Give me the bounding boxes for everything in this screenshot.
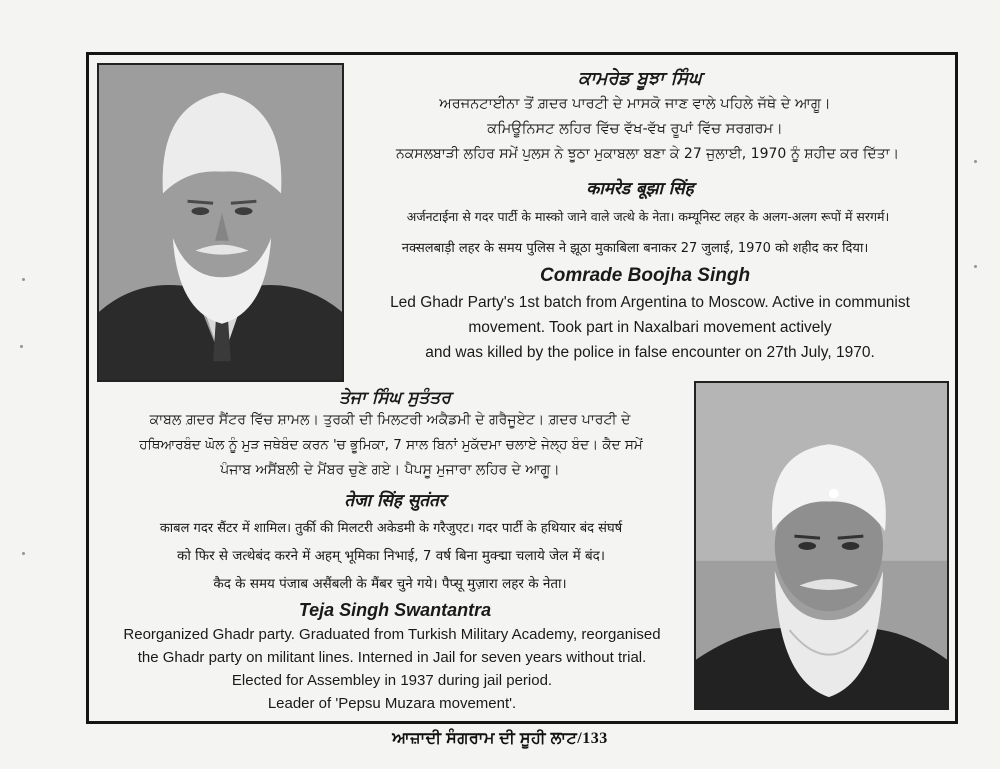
section2-hindi-title: तेजा सिंह सुतंतर (344, 491, 446, 511)
section1-hindi-title: कामरेड बूझा सिंह (586, 179, 694, 199)
section1-punjabi-title: ਕਾਮਰੇਡ ਬੂਝਾ ਸਿੰਘ (578, 68, 702, 89)
section1-hindi-line: नक्सलबाड़ी लहर के समय पुलिस ने झूठा मुकाबिला बनाकर 27 जुलाई, 1970 को शहीद कर दिया। (401, 241, 869, 256)
portrait-boojha-singh-image (99, 65, 342, 380)
section2-english-line: Leader of 'Pepsu Muzara movement'. (267, 695, 517, 712)
section1-punjabi-line: ਕਮਿਊਨਿਸਟ ਲਹਿਰ ਵਿੱਚ ਵੱਖ-ਵੱਖ ਰੂਪਾਂ ਵਿੱਚ ਸਰਗਰਮ। (487, 121, 783, 137)
section2-hindi-line: को फिर से जत्थेबंद करने में अहम् भूमिका निभाई, 7 वर्ष बिना मुक्द्मा चलाये जेल में बंद। (177, 548, 605, 564)
section1-hindi-line: अर्जनटाईना से गदर पार्टी के मास्को जाने वाले जत्थे के नेता। कम्यूनिस्ट लहर के अलग-अलग रूपों में सरगर्म। (406, 209, 890, 224)
section2-hindi-line: कैद के समय पंजाब असैंबली के मैंबर चुने गये। पैप्सू मुज़ारा लहर के नेता। (213, 576, 567, 592)
portrait-boojha-singh (97, 63, 344, 382)
section1-english-line: movement. Took part in Naxalbari movement actively (468, 319, 832, 336)
section1-english-title: Comrade Boojha Singh (540, 265, 751, 286)
section2-english-title: Teja Singh Swantantra (298, 600, 492, 620)
section1-english-line: and was killed by the police in false encounter on 27th July, 1970. (425, 344, 875, 361)
section2-punjabi-line: ਪੰਜਾਬ ਅਸੈਂਬਲੀ ਦੇ ਮੈਂਬਰ ਚੁਣੇ ਗਏ। ਪੈਪਸੂ ਮੁਜਾਰਾ ਲਹਿਰ ਦੇ ਆਗੂ। (220, 462, 560, 478)
section2-english-line: the Ghadr party on militant lines. Interned in Jail for seven years without trial. (137, 649, 647, 666)
section2-english-line: Reorganized Ghadr party. Graduated from Turkish Military Academy, reorganised (123, 626, 661, 643)
section2-punjabi-line: ਕਾਬਲ ਗ਼ਦਰ ਸੈਂਟਰ ਵਿੱਚ ਸ਼ਾਮਲ। ਤੁਰਕੀ ਦੀ ਮਿਲਟਰੀ ਅਕੈਡਮੀ ਦੇ ਗਰੈਜੂਏਟ। ਗ਼ਦਰ ਪਾਰਟੀ ਦੇ (149, 412, 631, 428)
section2-hindi-line: काबल गदर सैंटर में शामिल। तुर्की की मिलटरी अकेडमी के गरैजुएट। गदर पार्टी के हथियार बंद संघर्ष (159, 521, 623, 536)
scan-speck (974, 265, 977, 268)
scan-speck (20, 345, 23, 348)
section1-english-line: Led Ghadr Party's 1st batch from Argentina to Moscow. Active in communist (390, 294, 910, 311)
page-footer: ਆਜ਼ਾਦੀ ਸੰਗਰਾਮ ਦੀ ਸੂਹੀ ਲਾਟ/133 (392, 730, 608, 747)
section1-punjabi-line: ਨਕਸਲਬਾੜੀ ਲਹਿਰ ਸਮੇਂ ਪੁਲਸ ਨੇ ਝੂਠਾ ਮੁਕਾਬਲਾ ਬਣਾ ਕੇ 27 ਜੁਲਾਈ, 1970 ਨੂੰ ਸ਼ਹੀਦ ਕਰ ਦਿੱਤਾ। (395, 146, 900, 162)
section2-punjabi-title: ਤੇਜਾ ਸਿੰਘ ਸੁਤੰਤਰ (339, 388, 451, 408)
scan-speck (22, 278, 25, 281)
section2-english-line: Elected for Assembley in 1937 during jail period. (231, 672, 553, 689)
section1-punjabi-line: ਅਰਜਨਟਾਈਨਾ ਤੋਂ ਗ਼ਦਰ ਪਾਰਟੀ ਦੇ ਮਾਸਕੋ ਜਾਣ ਵਾਲੇ ਪਹਿਲੇ ਜੱਥੇ ਦੇ ਆਗੂ। (439, 96, 831, 112)
portrait-teja-singh (694, 381, 949, 710)
portrait-teja-singh-image (696, 383, 947, 708)
scan-speck (22, 552, 25, 555)
scan-speck (974, 160, 977, 163)
section2-punjabi-line: ਹਥਿਆਰਬੰਦ ਘੋਲ ਨੂੰ ਮੁੜ ਜਥੇਬੰਦ ਕਰਨ 'ਚ ਭੂਮਿਕਾ, 7 ਸਾਲ ਬਿਨਾਂ ਮੁਕੱਦਮਾ ਚਲਾਏ ਜੇਲ੍ਹ ਬੰਦ। ਕੈਦ ਸਮੇਂ (139, 437, 643, 453)
